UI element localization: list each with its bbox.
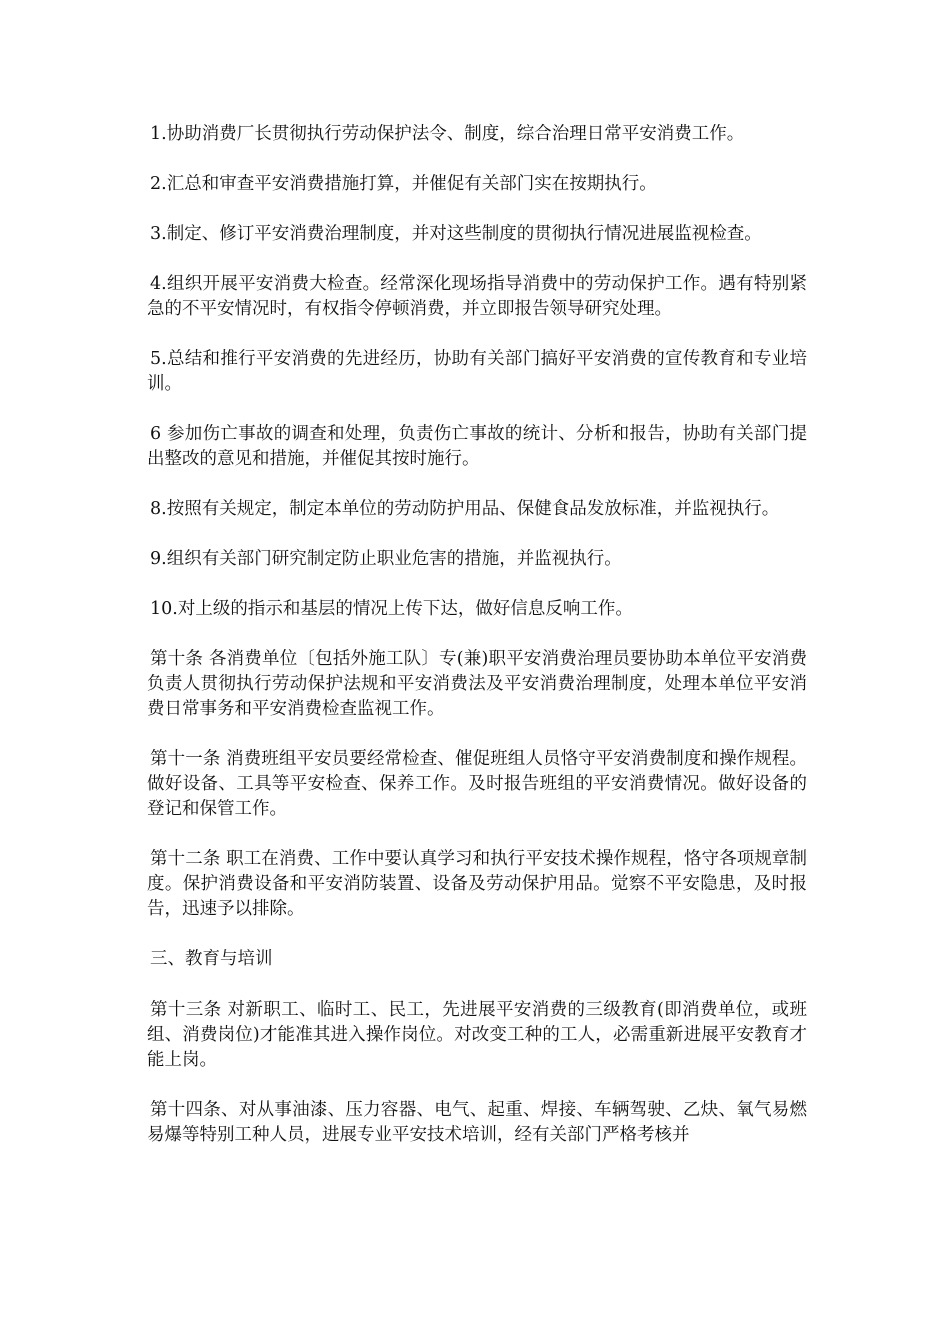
paragraph-item-1: 1.协助消费厂长贯彻执行劳动保护法令、制度，综合治理日常平安消费工作。 — [150, 124, 745, 144]
paragraph-item-8: 8.按照有关规定，制定本单位的劳动防护用品、保健食品发放标准，并监视执行。 — [150, 499, 780, 519]
paragraph-item-5: 5.总结和推行平安消费的先进经历，协助有关部门搞好平安消费的宣传教育和专业培训。 — [147, 349, 807, 394]
article-13: 第十三条 对新职工、临时工、民工，先进展平安消费的三级教育(即消费单位，或班组、消费岗位)才能准其进入操作岗位。对改变工种的工人，必需重新进展平安教育才能上岗。 — [147, 1000, 807, 1070]
paragraph-item-6: 6 参加伤亡事故的调查和处理，负责伤亡事故的统计、分析和报告，协助有关部门提出整改的意见和措施，并催促其按时施行。 — [147, 424, 807, 469]
paragraph-item-3: 3.制定、修订平安消费治理制度，并对这些制度的贯彻执行情况进展监视检查。 — [150, 224, 762, 244]
paragraph-item-9: 9.组织有关部门研究制定防止职业危害的措施，并监视执行。 — [150, 549, 622, 569]
article-10: 第十条 各消费单位〔包括外施工队〕专(兼)职平安消费治理员要协助本单位平安消费负责人贯彻执行劳动保护法规和平安消费法及平安消费治理制度，处理本单位平安消费日常事务和平安消费检查监视工作。 — [147, 649, 807, 719]
section-heading-education: 三、教育与培训 — [150, 949, 273, 969]
document-body — [147, 122, 807, 1173]
paragraph-item-10: 10.对上级的指示和基层的情况上传下达，做好信息反响工作。 — [150, 599, 633, 619]
article-12: 第十二条 职工在消费、工作中要认真学习和执行平安技术操作规程，恪守各项规章制度。保护消费设备和平安消防装置、设备及劳动保护用品。觉察不平安隐患，及时报告，迅速予以排除。 — [147, 849, 807, 919]
paragraph-item-4: 4.组织开展平安消费大检查。经常深化现场指导消费中的劳动保护工作。遇有特别紧急的不平安情况时，有权指令停顿消费，并立即报告领导研究处理。 — [147, 274, 807, 319]
article-14: 第十四条、对从事油漆、压力容器、电气、起重、焊接、车辆驾驶、乙炔、氧气易燃易爆等特别工种人员，进展专业平安技术培训，经有关部门严格考核并 — [147, 1100, 807, 1145]
article-11: 第十一条 消费班组平安员要经常检查、催促班组人员恪守平安消费制度和操作规程。做好设备、工具等平安检查、保养工作。及时报告班组的平安消费情况。做好设备的登记和保管工作。 — [147, 749, 807, 819]
paragraph-item-2: 2.汇总和审查平安消费措施打算，并催促有关部门实在按期执行。 — [150, 174, 657, 194]
